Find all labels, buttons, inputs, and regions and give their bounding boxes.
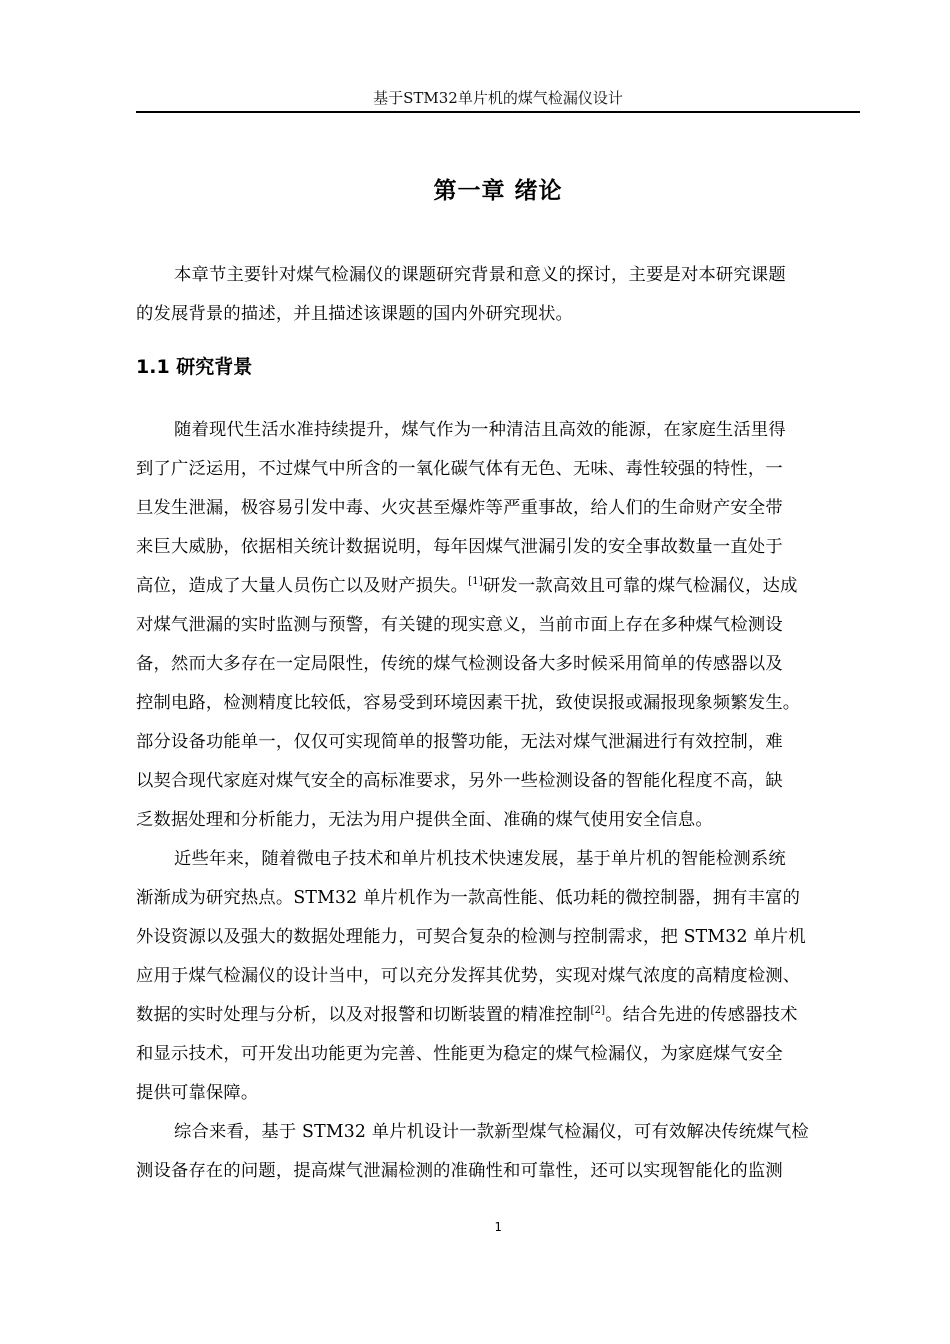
text-line: 测设备存在的问题，提高煤气泄漏检测的准确性和可靠性，还可以实现智能化的监测 bbox=[136, 1161, 783, 1181]
text-line: 以契合现代家庭对煤气安全的高标准要求，另外一些检测设备的智能化程度不高，缺 bbox=[136, 771, 783, 791]
text-line: 外设资源以及强大的数据处理能力，可契合复杂的检测与控制需求，把 STM32 单片机 bbox=[136, 927, 806, 947]
text-line: 乏数据处理和分析能力，无法为用户提供全面、准确的煤气使用安全信息。 bbox=[136, 810, 713, 830]
section-title: 1.1 研究背景 bbox=[136, 356, 253, 378]
text-segment: 数据的实时处理与分析，以及对报警和切断装置的精准控制 bbox=[136, 1005, 591, 1025]
text-line: 应用于煤气检漏仪的设计当中，可以充分发挥其优势，实现对煤气浓度的高精度检测、 bbox=[136, 966, 801, 986]
text-line: 对煤气泄漏的实时监测与预警，有关键的现实意义，当前市面上存在多种煤气检测设 bbox=[136, 615, 783, 635]
text-segment: 高位，造成了大量人员伤亡以及财产损失。 bbox=[136, 576, 469, 596]
text-segment: 。结合先进的传感器技术 bbox=[605, 1005, 798, 1025]
text-line: 随着现代生活水准持续提升，煤气作为一种清洁且高效的能源，在家庭生活里得 bbox=[174, 420, 786, 440]
intro-paragraph bbox=[136, 256, 860, 334]
text-line: 本章节主要针对煤气检漏仪的课题研究背景和意义的探讨，主要是对本研究课题 bbox=[174, 265, 786, 285]
page-number: 1 bbox=[494, 1220, 502, 1234]
text-line-with-citation bbox=[136, 567, 860, 606]
text-line: 渐渐成为研究热点。STM32 单片机作为一款高性能、低功耗的微控制器，拥有丰富的 bbox=[136, 888, 801, 908]
text-line: 控制电路，检测精度比较低，容易受到环境因素干扰，致使误报或漏报现象频繁发生。 bbox=[136, 693, 801, 713]
text-line: 综合来看，基于 STM32 单片机设计一款新型煤气检漏仪，可有效解决传统煤气检 bbox=[174, 1122, 809, 1142]
text-line: 提供可靠保障。 bbox=[136, 1083, 259, 1103]
text-line: 部分设备功能单一，仅仅可实现简单的报警功能，无法对煤气泄漏进行有效控制，难 bbox=[136, 732, 783, 752]
running-header: 基于STM32单片机的煤气检漏仪设计 bbox=[373, 89, 623, 107]
chapter-title: 第一章 绪论 bbox=[433, 178, 563, 204]
citation-ref-2[interactable]: [2] bbox=[590, 1005, 606, 1016]
header-divider bbox=[136, 111, 860, 113]
text-line: 的发展背景的描述，并且描述该课题的国内外研究现状。 bbox=[136, 304, 574, 324]
text-line: 到了广泛运用，不过煤气中所含的一氧化碳气体有无色、无味、毒性较强的特性，一 bbox=[136, 459, 783, 479]
text-line: 备，然而大多存在一定局限性，传统的煤气检测设备大多时候采用简单的传感器以及 bbox=[136, 654, 783, 674]
text-line-with-citation bbox=[136, 996, 860, 1035]
text-line: 来巨大威胁，依据相关统计数据说明，每年因煤气泄漏引发的安全事故数量一直处于 bbox=[136, 537, 783, 557]
text-line: 旦发生泄漏，极容易引发中毒、火灾甚至爆炸等严重事故，给人们的生命财产安全带 bbox=[136, 498, 783, 518]
text-line: 近些年来，随着微电子技术和单片机技术快速发展，基于单片机的智能检测系统 bbox=[174, 849, 786, 869]
text-segment: 研发一款高效且可靠的煤气检漏仪，达成 bbox=[482, 576, 798, 596]
citation-ref-1[interactable]: [1] bbox=[468, 576, 483, 587]
paragraph-background bbox=[136, 411, 860, 1191]
text-line: 和显示技术，可开发出功能更为完善、性能更为稳定的煤气检漏仪，为家庭煤气安全 bbox=[136, 1044, 783, 1064]
